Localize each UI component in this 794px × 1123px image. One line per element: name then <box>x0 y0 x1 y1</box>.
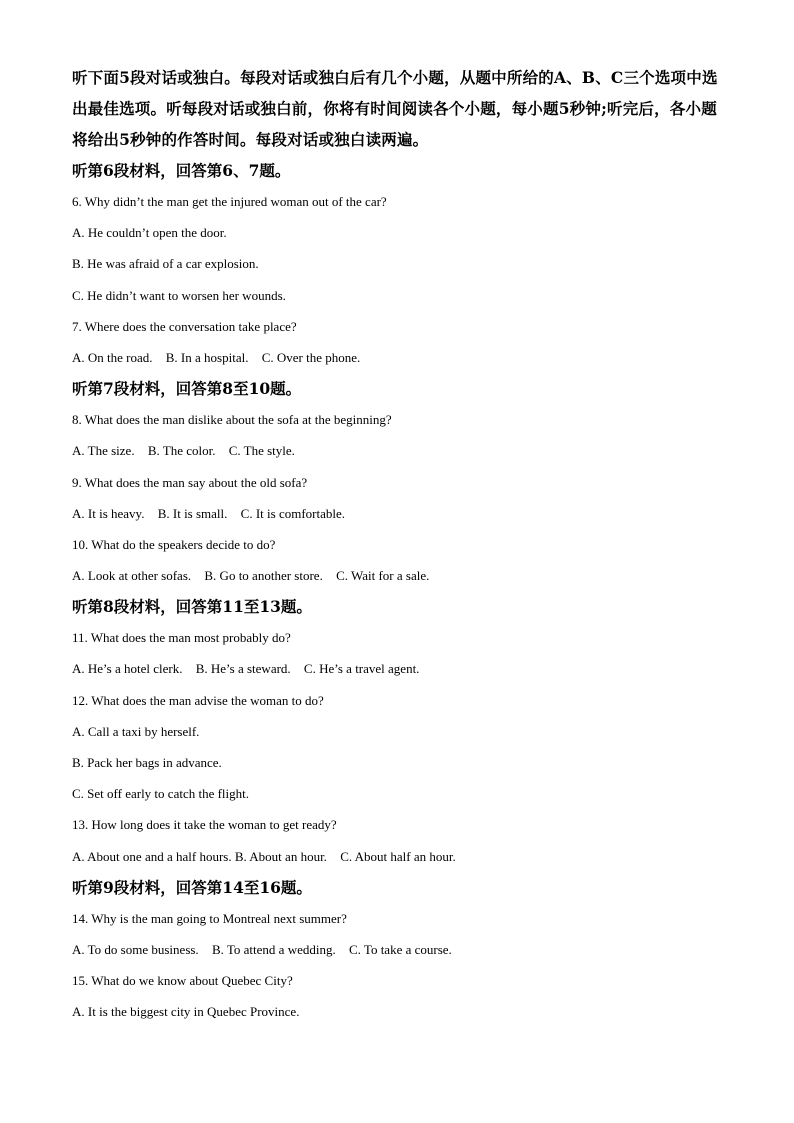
section-heading-7: 听第7段材料，回答第8至10题。 <box>72 379 302 399</box>
section-heading-8: 听第8段材料，回答第11至13题。 <box>72 597 312 617</box>
options-10 <box>72 560 722 591</box>
question-15: 15. What do we know about Quebec City? <box>72 973 293 989</box>
option-7a: A. On the road. <box>72 349 153 365</box>
option-14c: C. To take a course. <box>348 941 452 957</box>
option-11c: C. He’s a travel agent. <box>303 661 420 677</box>
options-11 <box>72 653 722 684</box>
option-7c: C. Over the phone. <box>261 349 361 365</box>
options-8 <box>72 435 722 466</box>
listening-instructions: 听下面5段对话或独白。每段对话或独白后有几个小题，从题中所给的A、B、C三个选项中选出最佳选项。听每段对话或独白前，你将有时间阅读各个小题，每小题5秒钟;听完后，各小题将给出5秒钟的作答时间。每段对话或独白读两遍。 <box>72 68 718 149</box>
option-15a: A. It is the biggest city in Quebec Province. <box>72 1004 300 1020</box>
option-13c: C. About half an hour. <box>340 848 456 864</box>
options-9 <box>72 498 722 529</box>
option-10a: A. Look at other sofas. <box>72 568 192 584</box>
option-6a: A. He couldn’t open the door. <box>72 225 227 241</box>
question-14: 14. Why is the man going to Montreal next summer? <box>72 910 347 926</box>
options-13 <box>72 841 722 872</box>
question-11: 11. What does the man most probably do? <box>72 630 291 646</box>
question-6: 6. Why didn’t the man get the injured woman out of the car? <box>72 194 387 209</box>
option-9c: C. It is comfortable. <box>240 505 345 521</box>
section-heading-9: 听第9段材料，回答第14至16题。 <box>72 877 312 897</box>
question-13: 13. How long does it take the woman to get ready? <box>72 817 337 833</box>
option-12a: A. Call a taxi by herself. <box>72 723 200 739</box>
option-7b: B. In a hospital. <box>165 349 249 365</box>
option-9b: B. It is small. <box>157 505 228 521</box>
option-6c: C. He didn’t want to worsen her wounds. <box>72 287 286 303</box>
option-9a: A. It is heavy. <box>72 505 145 521</box>
option-11b: B. He’s a steward. <box>195 661 291 677</box>
option-8a: A. The size. <box>72 443 135 459</box>
option-14a: A. To do some business. <box>72 941 199 957</box>
question-8: 8. What does the man dislike about the sofa at the beginning? <box>72 412 392 428</box>
option-10c: C. Wait for a sale. <box>336 568 430 584</box>
option-13b: B. About an hour. <box>234 848 327 864</box>
options-14 <box>72 934 722 965</box>
option-14b: B. To attend a wedding. <box>211 941 336 957</box>
option-12c: C. Set off early to catch the flight. <box>72 786 250 802</box>
exam-page <box>72 62 722 1028</box>
option-8c: C. The style. <box>228 443 295 459</box>
option-8b: B. The color. <box>147 443 216 459</box>
question-12: 12. What does the man advise the woman to do? <box>72 692 324 708</box>
question-7: 7. Where does the conversation take place? <box>72 318 297 334</box>
option-10b: B. Go to another store. <box>204 568 323 584</box>
question-9: 9. What does the man say about the old sofa? <box>72 474 308 490</box>
section-heading-6: 听第6段材料，回答第6、7题。 <box>72 161 291 180</box>
option-13a: A. About one and a half hours. <box>72 848 232 864</box>
question-10: 10. What do the speakers decide to do? <box>72 536 276 552</box>
option-11a: A. He’s a hotel clerk. <box>72 661 183 677</box>
option-6b: B. He was afraid of a car explosion. <box>72 256 259 272</box>
options-7 <box>72 342 722 373</box>
option-12b: B. Pack her bags in advance. <box>72 755 222 770</box>
